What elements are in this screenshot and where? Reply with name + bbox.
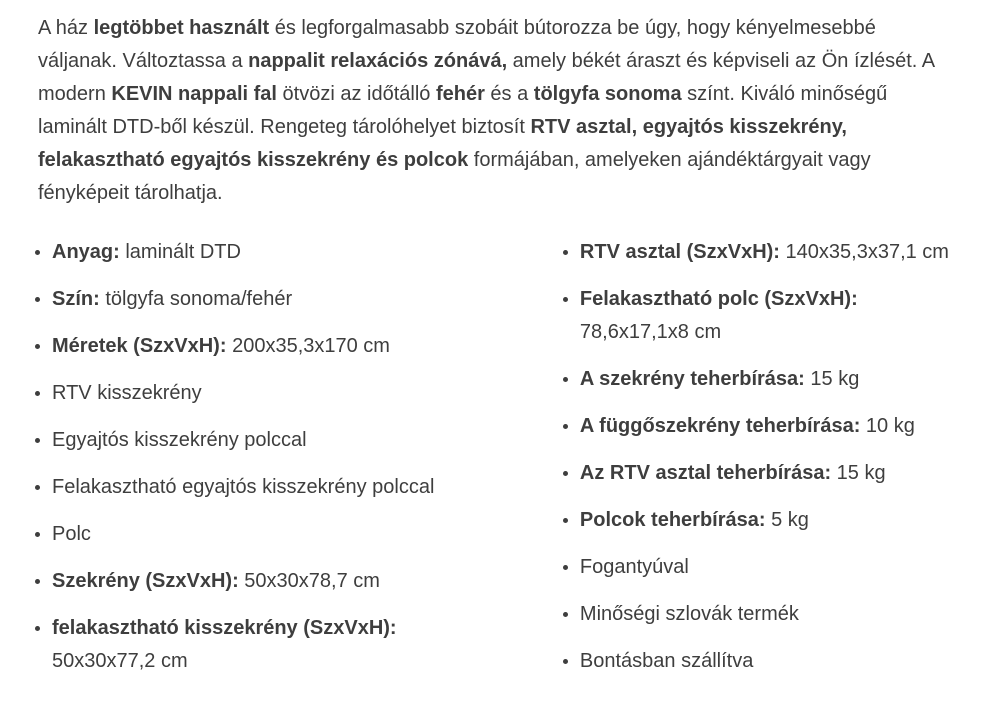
spec-item-label: Szín: (52, 288, 100, 310)
description-bold-segment: RTV asztal, egyajtós kisszekrény, felakasztható egyajtós kisszekrény és polcok (38, 116, 847, 171)
spec-item: • Anyag: laminált DTD (52, 236, 480, 269)
spec-item: • A szekrény teherbírása: 15 kg (580, 363, 968, 396)
spec-item: • Szekrény (SzxVxH): 50x30x78,7 cm (52, 565, 480, 598)
description-text-segment: ötvözi az időtálló (276, 83, 436, 105)
description-bold-segment: KEVIN nappali fal (111, 83, 277, 105)
description-bold-segment: nappalit relaxációs zónává, (248, 50, 508, 72)
description-text-segment: színt. Kiváló minőségű laminált DTD-ből készül. Rengeteg tárolóhelyet biztosít (38, 83, 888, 138)
spec-item: • RTV kisszekrény (52, 377, 480, 410)
description-text-segment: és legforgalmasabb szobáit bútorozza be úgy, hogy kényelmesebbé váljanak. Változtassa a (38, 17, 876, 72)
spec-item: • Méretek (SzxVxH): 200x35,3x170 cm (52, 330, 480, 363)
spec-item: • Bontásban szállítva (580, 645, 968, 678)
spec-item-label: Szekrény (SzxVxH): (52, 570, 239, 592)
spec-item-label: felakasztható kisszekrény (SzxVxH): (52, 617, 397, 639)
description-text-segment: amely békét áraszt és képviseli az Ön ízlését. A modern (38, 50, 934, 105)
spec-item: • Polcok teherbírása: 5 kg (580, 504, 968, 537)
spec-item: • Az RTV asztal teherbírása: 15 kg (580, 457, 968, 490)
spec-item-label: Méretek (SzxVxH): (52, 335, 227, 357)
description-text-segment: és a (484, 83, 534, 105)
spec-columns (38, 236, 968, 692)
product-description (38, 12, 960, 210)
description-text-segment: formájában, amelyeken ajándéktárgyait vagy fényképeit tárolhatja. (38, 149, 871, 204)
spec-list-right (566, 236, 968, 692)
spec-item-label: Anyag: (52, 241, 120, 263)
spec-item: • Felakasztható polc (SzxVxH): 78,6x17,1x8 cm (580, 283, 968, 349)
spec-item-label: Felakasztható polc (SzxVxH): (579, 288, 858, 310)
spec-item-label: RTV asztal (SzxVxH): (579, 241, 780, 263)
spec-item: • Polc (52, 518, 480, 551)
description-bold-segment: tölgyfa sonoma (533, 83, 682, 105)
description-text-segment: A ház (38, 17, 94, 39)
description-bold-segment: legtöbbet használt (93, 17, 270, 39)
spec-item-label: Az RTV asztal teherbírása: (579, 462, 832, 484)
spec-list-left (38, 236, 480, 692)
spec-item: • Minőségi szlovák termék (580, 598, 968, 631)
spec-item: • RTV asztal (SzxVxH): 140x35,3x37,1 cm (580, 236, 968, 269)
spec-item: • Felakasztható egyajtós kisszekrény polccal (52, 471, 480, 504)
spec-item-label: Polcok teherbírása: (579, 509, 766, 531)
spec-item: • Szín: tölgyfa sonoma/fehér (52, 283, 480, 316)
spec-item: • felakasztható kisszekrény (SzxVxH): 50x30x77,2 cm (52, 612, 480, 678)
spec-item: • Fogantyúval (580, 551, 968, 584)
spec-item: • Egyajtós kisszekrény polccal (52, 424, 480, 457)
description-bold-segment: fehér (435, 83, 485, 105)
spec-item: • A függőszekrény teherbírása: 10 kg (580, 410, 968, 443)
spec-item-label: A szekrény teherbírása: (579, 368, 805, 390)
spec-item-label: A függőszekrény teherbírása: (579, 415, 861, 437)
